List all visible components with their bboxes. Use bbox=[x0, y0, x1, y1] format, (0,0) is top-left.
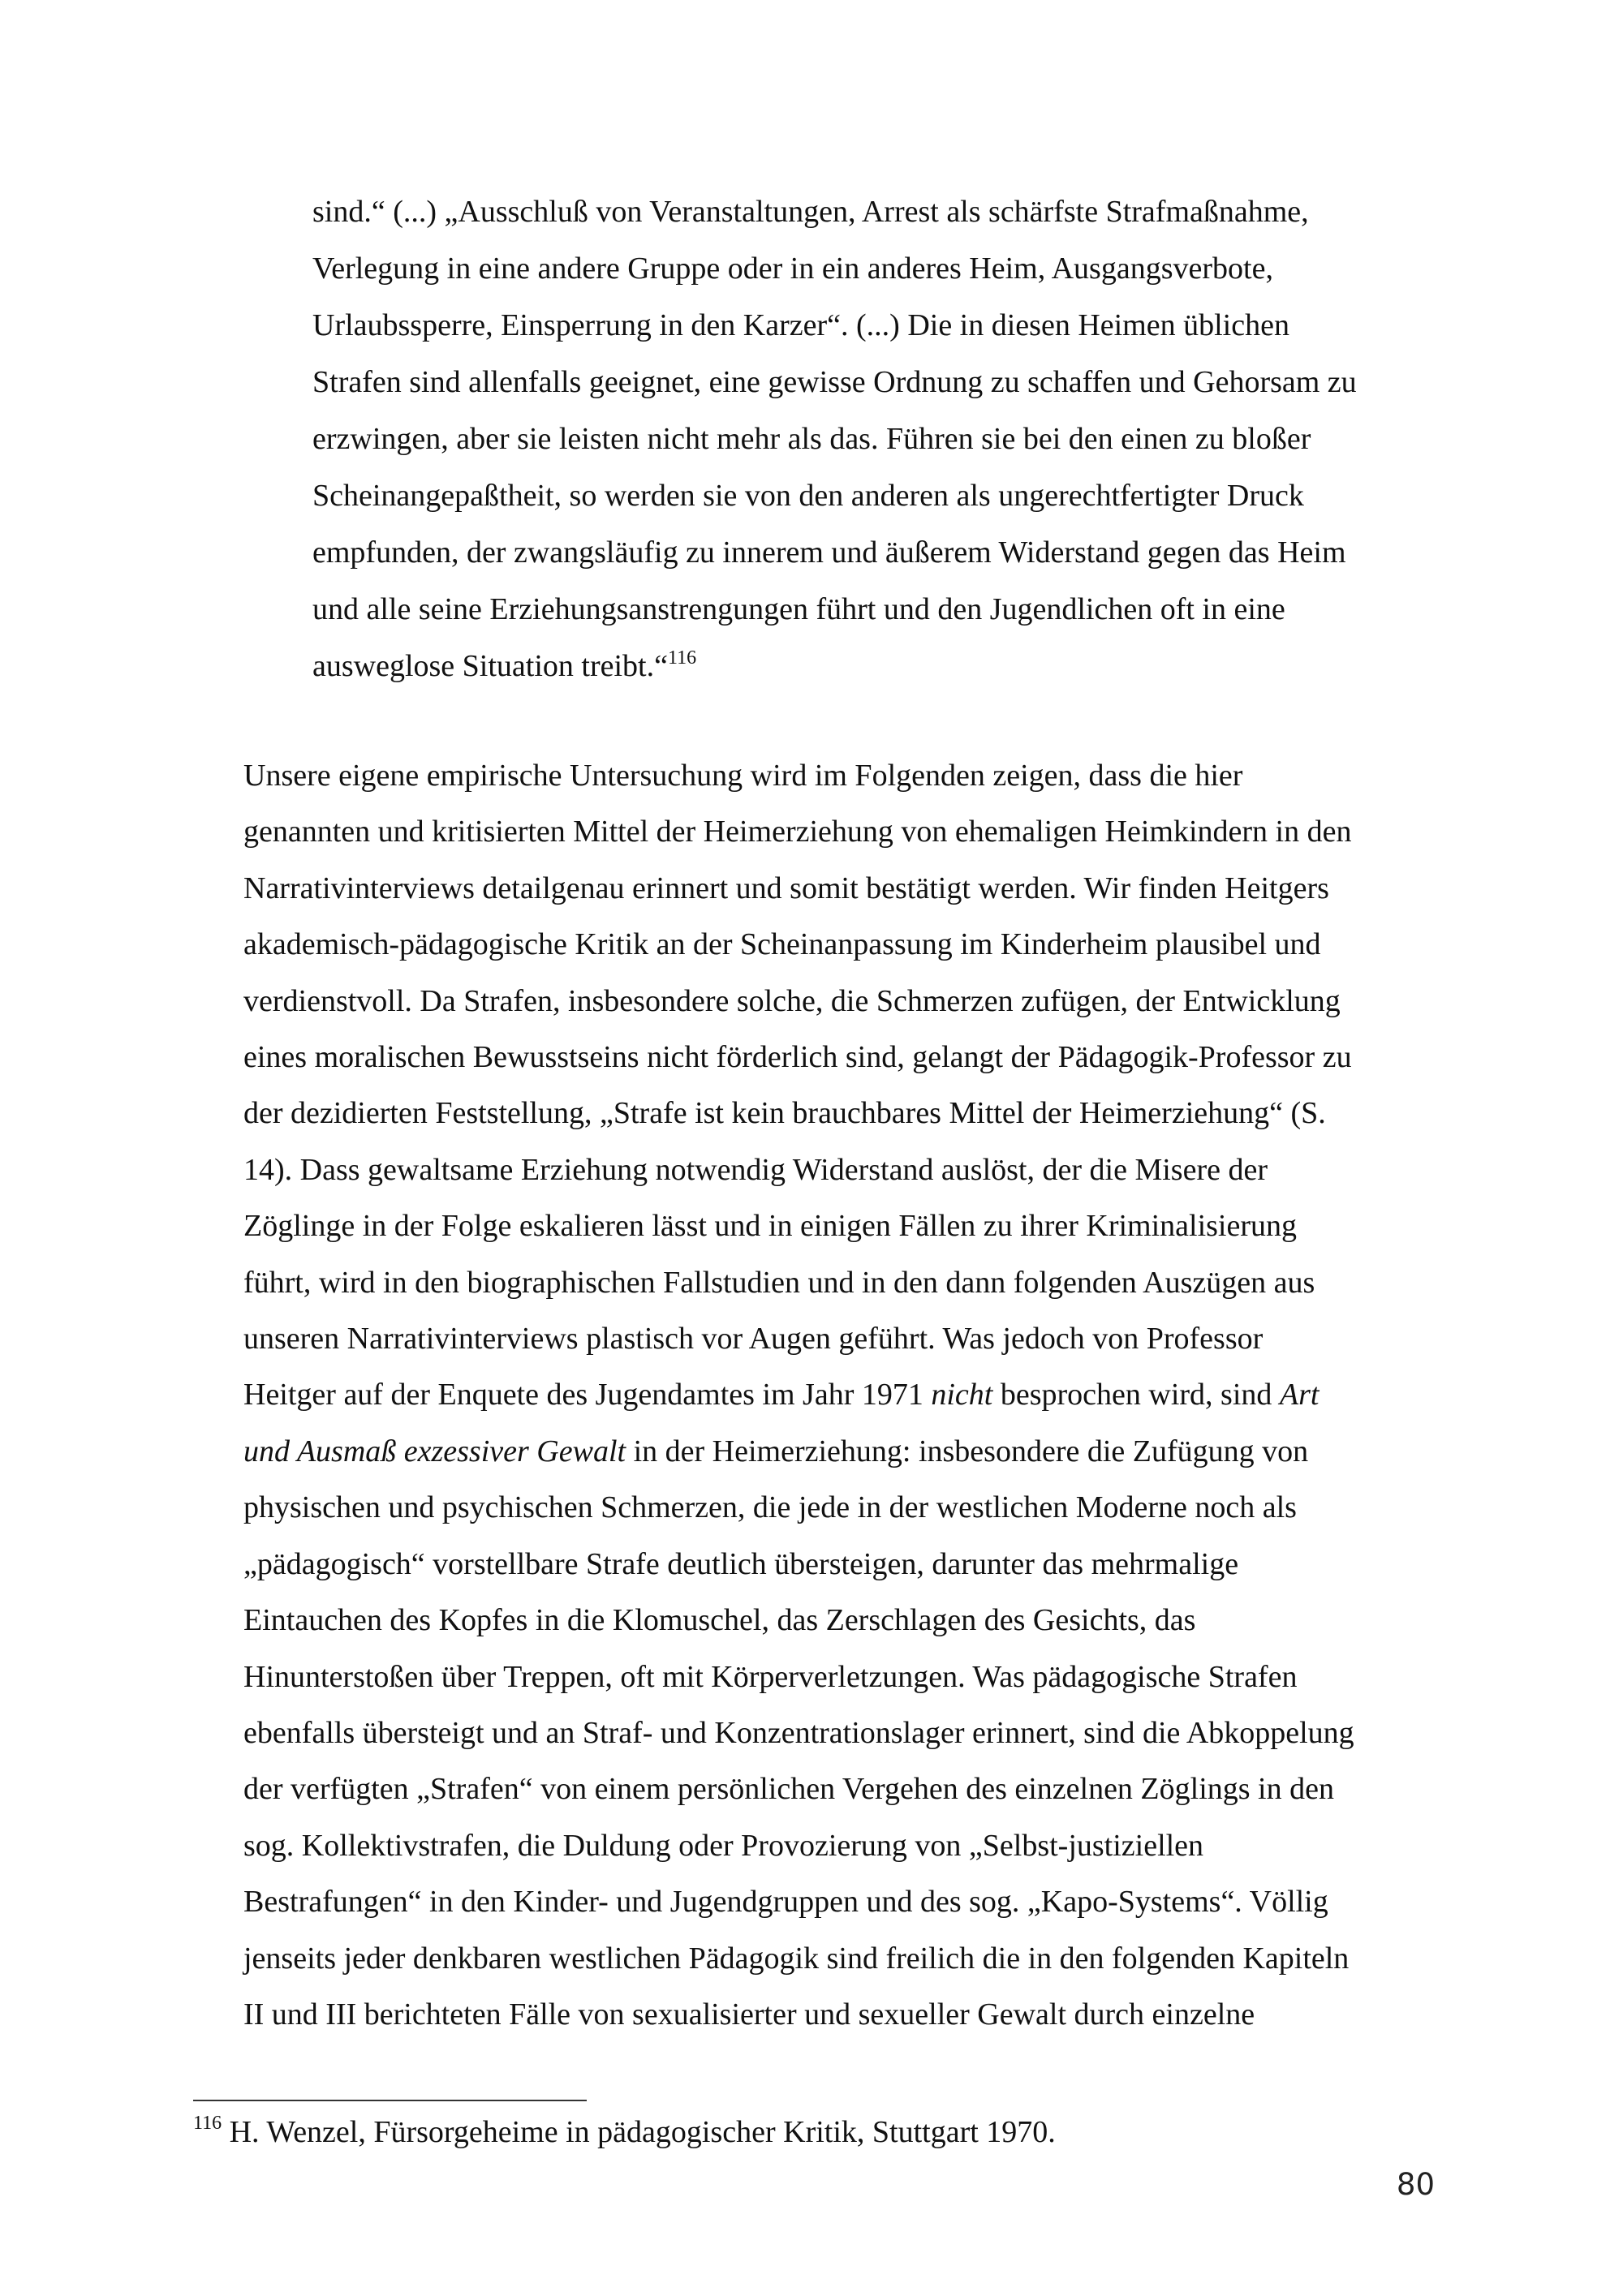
block-quote bbox=[312, 183, 1392, 694]
quote-line: erzwingen, aber sie leisten nicht mehr als das. Führen sie bei den einen zu bloßer bbox=[312, 422, 1311, 456]
emphasis-nicht: nicht bbox=[931, 1378, 993, 1412]
body-line: Bestrafungen“ in den Kinder- und Jugendgruppen und des sog. „Kapo-Systems“. Völlig bbox=[243, 1885, 1328, 1920]
body-line: der dezidierten Feststellung, „Strafe ist kein brauchbares Mittel der Heimerziehung“ (S. bbox=[243, 1096, 1326, 1131]
footnote-text: H. Wenzel, Fürsorgeheime in pädagogischer Kritik, Stuttgart 1970. bbox=[222, 2115, 1056, 2149]
quote-line: Strafen sind allenfalls geeignet, eine gewisse Ordnung zu schaffen und Gehorsam zu bbox=[312, 365, 1357, 399]
body-line: genannten und kritisierten Mittel der Heimerziehung von ehemaligen Heimkindern in den bbox=[243, 815, 1352, 849]
body-line: jenseits jeder denkbaren westlichen Pädagogik sind freilich die in den folgenden Kapiteln bbox=[243, 1941, 1350, 1976]
footnote bbox=[193, 2108, 1056, 2156]
quote-line: Urlaubssperre, Einsperrung in den Karzer“. (...) Die in diesen Heimen üblichen bbox=[312, 308, 1289, 342]
quote-last-line bbox=[312, 638, 1392, 694]
quote-line: Verlegung in eine andere Gruppe oder in ein anderes Heim, Ausgangsverbote, bbox=[312, 252, 1273, 286]
text-run: in der Heimerziehung: insbesondere die Zufügung von bbox=[626, 1434, 1309, 1468]
quote-line: sind.“ (...) „Ausschluß von Veranstaltungen, Arrest als schärfste Strafmaßnahme, bbox=[312, 195, 1309, 229]
body-line: Hinunterstoßen über Treppen, oft mit Körperverletzungen. Was pädagogische Strafen bbox=[243, 1659, 1298, 1694]
body-line-with-emphasis bbox=[243, 1367, 1432, 1423]
body-line-with-emphasis bbox=[243, 1424, 1432, 1480]
quote-line: empfunden, der zwangsläufig zu innerem und äußerem Widerstand gegen das Heim bbox=[312, 535, 1346, 570]
footnote-number: 116 bbox=[193, 2113, 222, 2134]
body-line: Eintauchen des Kopfes in die Klomuschel, das Zerschlagen des Gesichts, das bbox=[243, 1603, 1196, 1638]
emphasis-ausmass: und Ausmaß exzessiver Gewalt bbox=[243, 1434, 626, 1468]
body-line: sog. Kollektivstrafen, die Duldung oder Provozierung von „Selbst-justiziellen bbox=[243, 1828, 1204, 1863]
body-line: II und III berichteten Fälle von sexualisierter und sexueller Gewalt durch einzelne bbox=[243, 1997, 1255, 2032]
page-number: 80 bbox=[1396, 2167, 1435, 2202]
body-line: eines moralischen Bewusstseins nicht förderlich sind, gelangt der Pädagogik-Professor zu bbox=[243, 1040, 1352, 1075]
emphasis-art: Art bbox=[1279, 1378, 1319, 1412]
body-line: führt, wird in den biographischen Fallstudien und in den dann folgenden Auszügen aus bbox=[243, 1265, 1315, 1300]
body-line: physischen und psychischen Schmerzen, die jede in der westlichen Moderne noch als bbox=[243, 1490, 1297, 1525]
body-line: 14). Dass gewaltsame Erziehung notwendig Widerstand auslöst, der die Misere der bbox=[243, 1152, 1268, 1187]
body-line: unseren Narrativinterviews plastisch vor Augen geführt. Was jedoch von Professor bbox=[243, 1322, 1264, 1357]
body-line: „pädagogisch“ vorstellbare Strafe deutlich übersteigen, darunter das mehrmalige bbox=[243, 1546, 1239, 1581]
quote-line: Scheinangepaßtheit, so werden sie von den anderen als ungerechtfertigter Druck bbox=[312, 479, 1304, 513]
body-line: ebenfalls übersteigt und an Straf- und Konzentrationslager erinnert, sind die Abkoppelung bbox=[243, 1715, 1354, 1750]
body-line: der verfügten „Strafen“ von einem persönlichen Vergehen des einzelnen Zöglings in den bbox=[243, 1772, 1334, 1807]
text-run: besprochen wird, sind bbox=[992, 1378, 1280, 1412]
body-line: akademisch-pädagogische Kritik an der Scheinanpassung im Kinderheim plausibel und bbox=[243, 927, 1321, 962]
body-line: Zöglinge in der Folge eskalieren lässt und in einigen Fällen zu ihrer Kriminalisierung bbox=[243, 1209, 1298, 1244]
quote-last-line-text: ausweglose Situation treibt.“ bbox=[312, 649, 668, 683]
body-line: verdienstvoll. Da Strafen, insbesondere solche, die Schmerzen zufügen, der Entwicklung bbox=[243, 983, 1341, 1018]
body-line: Unsere eigene empirische Untersuchung wird im Folgenden zeigen, dass die hier bbox=[243, 759, 1243, 793]
body-line: Narrativinterviews detailgenau erinnert und somit bestätigt werden. Wir finden Heitgers bbox=[243, 871, 1329, 905]
quote-line: und alle seine Erziehungsanstrengungen führt und den Jugendlichen oft in eine bbox=[312, 592, 1285, 626]
footnote-separator bbox=[193, 2100, 587, 2101]
body-paragraph bbox=[243, 748, 1432, 2043]
footnote-reference[interactable]: 116 bbox=[667, 647, 697, 669]
text-run: Heitger auf der Enquete des Jugendamtes im Jahr 1971 bbox=[243, 1378, 932, 1412]
